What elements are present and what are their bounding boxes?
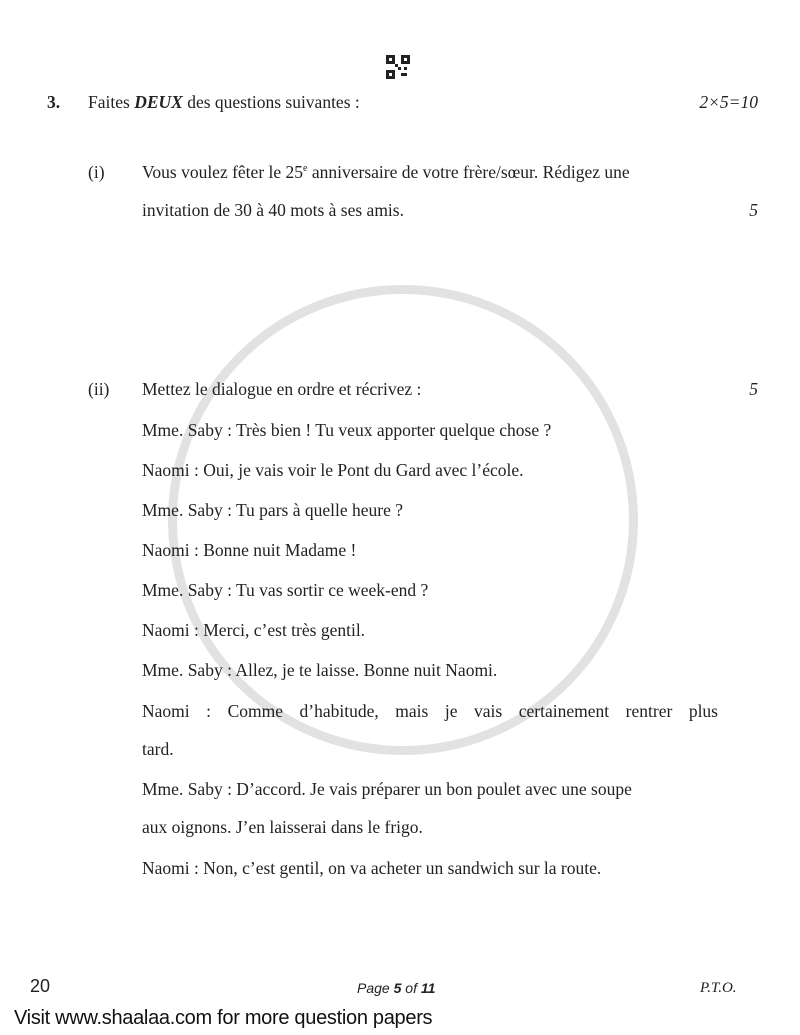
question-heading bbox=[88, 92, 360, 112]
dialogue-line: Mme. Saby : Tu vas sortir ce week-end ? bbox=[142, 580, 429, 600]
dialogue-line: aux oignons. J’en laisserai dans le frigo. bbox=[142, 817, 423, 837]
text: Vous voulez fêter le 25 bbox=[142, 162, 304, 182]
part-ii-label: (ii) bbox=[88, 379, 110, 399]
dialogue-line: Mme. Saby : Très bien ! Tu veux apporter quelque chose ? bbox=[142, 420, 552, 440]
part-ii-marks: 5 bbox=[749, 379, 758, 399]
dialogue-line: Naomi : Merci, c’est très gentil. bbox=[142, 620, 366, 640]
pto-label: P.T.O. bbox=[700, 980, 737, 996]
text: 5 bbox=[393, 980, 402, 996]
dialogue-line: Mme. Saby : D’accord. Je vais préparer un bon poulet avec une soupe bbox=[142, 779, 632, 799]
visit-link[interactable]: Visit www.shaalaa.com for more question papers bbox=[14, 1007, 433, 1029]
part-i-marks: 5 bbox=[749, 200, 758, 220]
part-i-line1 bbox=[142, 162, 630, 182]
dialogue-line: Mme. Saby : Allez, je te laisse. Bonne nuit Naomi. bbox=[142, 660, 498, 680]
qr-code-icon bbox=[386, 55, 410, 79]
dialogue-line: Mme. Saby : Tu pars à quelle heure ? bbox=[142, 500, 403, 520]
watermark-circle bbox=[168, 285, 638, 755]
dialogue-line: Naomi : Bonne nuit Madame ! bbox=[142, 540, 357, 560]
dialogue-line: Naomi : Comme d’habitude, mais je vais certainement rentrer plus bbox=[142, 701, 718, 721]
heading-text: des questions suivantes : bbox=[182, 92, 360, 112]
dialogue-line: tard. bbox=[142, 739, 174, 759]
text: 11 bbox=[420, 980, 436, 996]
heading-text: Faites bbox=[88, 92, 135, 112]
text: anniversaire de votre frère/sœur. Rédigez une bbox=[307, 162, 630, 182]
text: of bbox=[401, 980, 421, 996]
question-marks: 2×5=10 bbox=[699, 92, 758, 112]
part-i-line2: invitation de 30 à 40 mots à ses amis. bbox=[142, 200, 404, 220]
text: Page bbox=[357, 980, 394, 996]
paper-code: 20 bbox=[30, 976, 51, 996]
superscript: e bbox=[303, 163, 308, 175]
page-number bbox=[357, 980, 435, 997]
part-i-label: (i) bbox=[88, 162, 105, 182]
question-number: 3. bbox=[47, 92, 61, 112]
part-ii-instruction: Mettez le dialogue en ordre et récrivez : bbox=[142, 379, 422, 399]
heading-emphasis: DEUX bbox=[134, 92, 183, 112]
dialogue-line: Naomi : Non, c’est gentil, on va acheter un sandwich sur la route. bbox=[142, 858, 602, 878]
dialogue-line: Naomi : Oui, je vais voir le Pont du Gard avec l’école. bbox=[142, 460, 524, 480]
